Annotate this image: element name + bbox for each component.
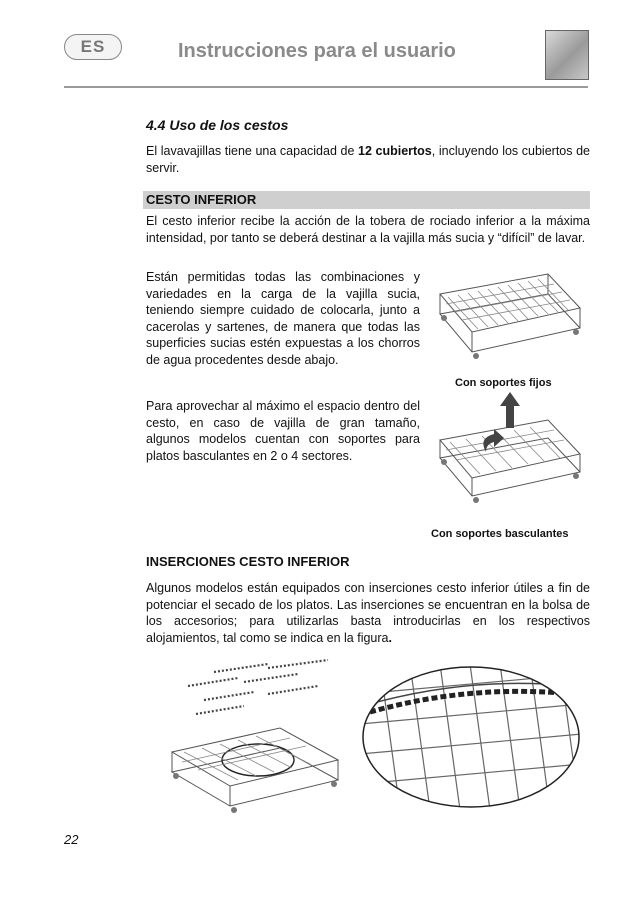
inserciones-paragraph [146,580,590,646]
inserciones-period: . [388,630,392,645]
intro-text-start: El lavavajillas tiene una capacidad de [146,144,358,158]
caption-fixed-supports: Con soportes fijos [455,377,552,389]
basket-inserts-exploded-illustration [168,656,344,816]
caption-folding-supports: Con soportes basculantes [431,528,569,540]
cesto-inferior-paragraph-2: Están permitidas todas las combinaciones y variedades en la carga de la vajilla sucia, teniendo siempre cuidado de colocarla, junto a cacerolas y sartenes, de manera que todas las superficies sucias estén expuestas a los chorros de agua procedentes desde abajo. [146,270,420,367]
header-divider [64,86,588,88]
header-title: Instrucciones para el usuario [178,40,456,62]
header-dishwasher-photo [545,30,589,80]
language-badge [64,34,122,60]
insert-closeup-illustration [360,664,582,810]
cesto-inferior-paragraph-1: El cesto inferior recibe la acción de la tobera de rociado inferior a la máxima intensidad, por tanto se deberá destinar a la vajilla más sucia y “difícil” de lavar. [146,214,590,245]
cesto-inferior-heading: CESTO INFERIOR [143,191,590,209]
intro-capacity: 12 cubiertos [358,144,432,158]
inserciones-text: Algunos modelos están equipados con inserciones cesto inferior útiles a fin de potenciar el secado de los platos. Las inserciones se encuentran en la bolsa de los accesorios; para utilizarlas basta introducirlas en los respectivos alojamientos, tal como se indica en la figura [146,581,590,645]
cesto-inferior-paragraph-3: Para aprovechar al máximo el espacio dentro del cesto, en caso de vajilla de gran tamaño, algunos modelos cuentan con soportes para platos basculantes en 2 o 4 sectores. [146,399,420,463]
section-title: 4.4 Uso de los cestos [146,117,289,133]
language-badge-label: ES [80,37,106,56]
basket-fixed-supports-illustration [428,264,588,370]
inserciones-heading: INSERCIONES CESTO INFERIOR [146,554,350,569]
intro-paragraph [146,143,590,176]
page-number: 22 [64,832,79,847]
intro-text-end: , incluyendo los cubiertos de servir. [146,144,590,175]
basket-folding-supports-illustration [430,392,590,510]
